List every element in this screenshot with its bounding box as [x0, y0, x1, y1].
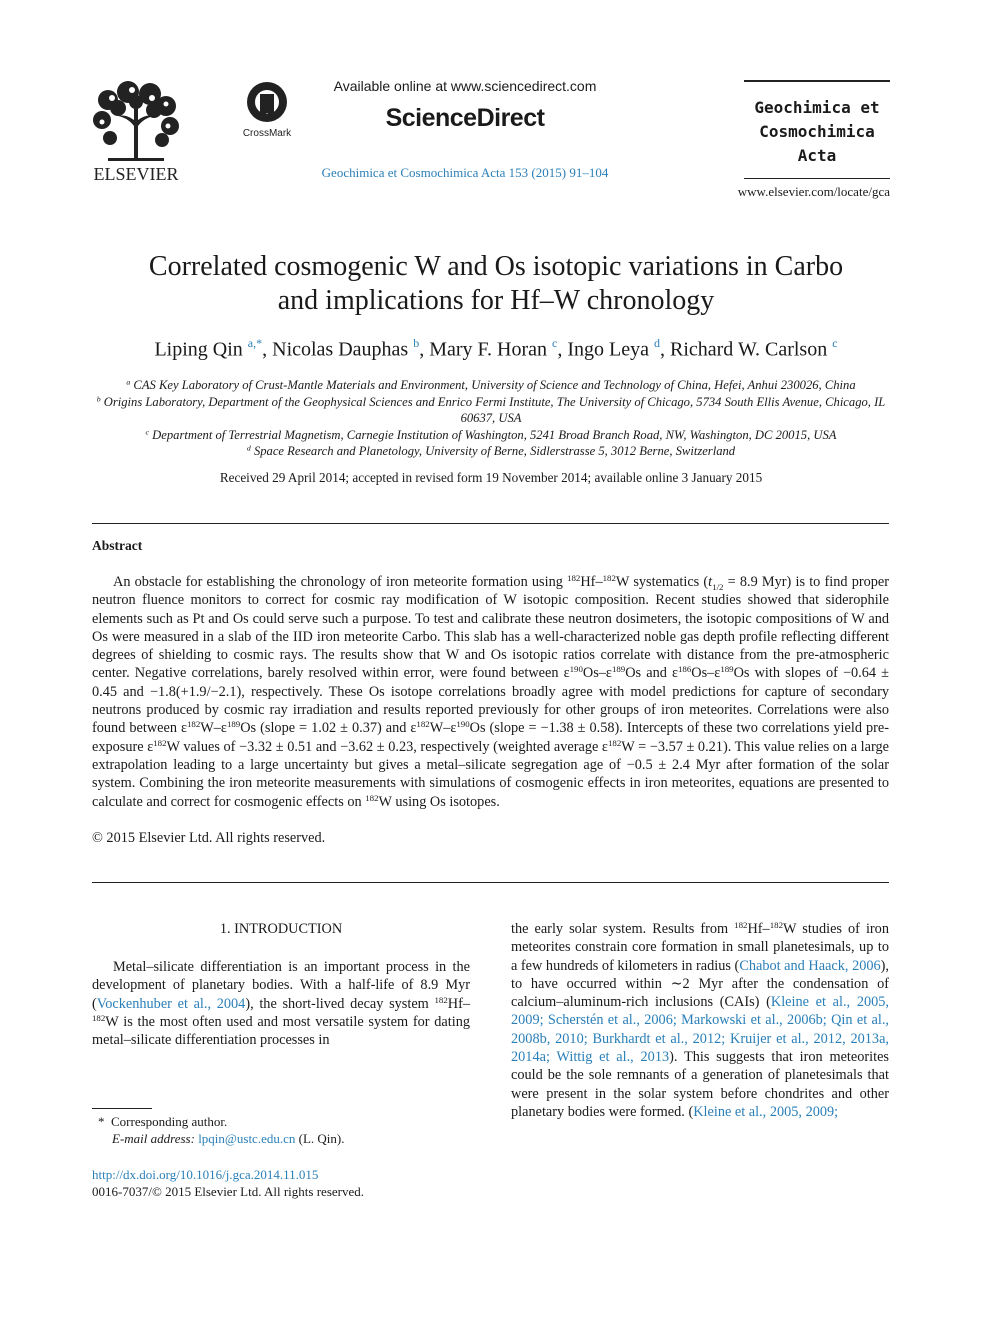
abstract-text: An obstacle for establishing the chronology of iron meteorite formation using $^{182}$Hf–$^{182}$W systematics ($t_{1/2} = 8.9$ Myr) is to find proper neutron fluence monitors to correct for cosmic ray modification of W isotopic composition. Recent studies showed that siderophile elements such as Pt and Os could serve such a purpose. To test and calibrate these neutron dosimeters, the isotopic compositions of W and Os were measured in a slab of the IID iron meteorite Carbo. This slab has a well-characterized noble gas depth profile reflecting different degrees of shielding to cosmic rays. The results show that W and Os isotopic ratios correlate with distance from the pre-atmospheric center. Negative correlations, barely resolved within error, were found between $\varepsilon^{190}Os-\varepsilon^{189}Os$ and $\varepsilon^{186}Os-\varepsilon^{189}Os$ with slopes of −0.64 ± 0.45 and −1.8(+1.9/−2.1), respectively. These Os isotope correlations broadly agree with model predictions for capture of secondary neutrons produced by cosmic ray irradiation and results reported previously for other groups of iron meteorites. Correlations were also found between $\varepsilon^{182}W-\varepsilon^{189}Os$ (slope = 1.02 ± 0.37) and $\varepsilon^{182}W-\varepsilon^{190}Os$ (slope = −1.38 ± 0.58). Intercepts of these two correlations yield pre-exposure $\varepsilon^{182}W$ values of −3.32 ± 0.51 and −3.62 ± 0.23, respectively (weighted average $\varepsilon^{182}W = -3.57 \pm 0.21$). This value relies on a large extrapolation leading to a large uncertainty but gives a metal–silicate segregation age of −0.5 ± 2.4 Myr after formation of the solar system. Combining the iron meteorite measurements with simulations of cosmogenic effects in iron meteorites, equations are presented to calculate and correct for cosmogenic effects on $^{182}$W using Os isotopes. [92, 573, 890, 810]
citation-link[interactable]: Vockenhuber et al., 2004 [96, 995, 246, 1012]
abstract-heading: Abstract [92, 538, 143, 553]
doi-link[interactable]: http://dx.doi.org/10.1016/j.gca.2014.11.015 [92, 1167, 319, 1182]
author-name[interactable]: Ingo Leya [567, 338, 649, 361]
article-dates: Received 29 April 2014; accepted in revised form 19 November 2014; available online 3 January 2015 [219, 470, 763, 485]
journal-url[interactable]: www.elsevier.com/locate/gca [737, 184, 890, 199]
body-column-left: Metal–silicate differentiation is an important process in the development of planetary bodies. With a half-life of 8.9 Myr (Vockenhuber et al., 2004), the short-lived decay system $^{182}$Hf–$^{182}$W is the most often used and most versatile system for dating metal–silicate differentiation processes in [92, 959, 470, 1049]
affiliation-a: $^a$ CAS Key Laboratory of Crust-Mantle Materials and Environment, University of Science and Technology of China, Hefei, Anhui 230026, China [126, 377, 856, 392]
journal-title: Geochimica et Cosmochimica Acta [754, 98, 880, 165]
elsevier-tree-logo [88, 78, 184, 184]
abstract-copyright: © 2015 Elsevier Ltd. All rights reserved. [92, 830, 326, 846]
citation-link[interactable]: Kleine et al., 2005, 2009; Scherstén et al., 2006; Markowski et al., 2006b; Qin et al., 2008b, 2010; Burkhardt et al., 2012; Kruijer et al., 2012, 2013a, 2014a; Wittig et al., 2013 [511, 994, 889, 1066]
author-name[interactable]: Liping Qin [154, 338, 243, 361]
author-affiliation-mark[interactable]: c [832, 336, 838, 350]
author-affiliation-mark[interactable]: d [654, 336, 660, 350]
author-affiliation-mark[interactable]: b [413, 336, 420, 350]
author-name[interactable]: Nicolas Dauphas [272, 338, 409, 361]
body-column-right: the early solar system. Results from $^{182}$Hf–$^{182}$W studies of iron meteorites constrain core formation in small planetesimals, up to a few hundreds of kilometers in radius (Chabot and Haack, 2006), to have occurred within ∼2 Myr after the condensation of calcium–aluminum-rich inclusions (CAIs) (Kleine et al., 2005, 2009; Scherstén et al., 2006; Markowski et al., 2006b; Qin et al., 2008b, 2010; Burkhardt et al., 2012; Kruijer et al., 2012, 2013a, 2014a; Wittig et al., 2013). This suggests that iron meteorites could be the sole remnants of a generation of planetesimals that were present in the solar system before chondrites and other planetary bodies were formed. (Kleine et al., 2005, 2009; [511, 920, 890, 1120]
citation-link[interactable]: Kleine et al., 2005, 2009; [693, 1103, 839, 1120]
divider [92, 523, 889, 524]
corresponding-author-note: * Corresponding author. [98, 1114, 228, 1129]
email-link[interactable]: lpqin@ustc.edu.cn [198, 1131, 296, 1146]
affiliation-c: $^c$ Department of Terrestrial Magnetism, Carnegie Institution of Washington, 5241 Broad Branch Road, NW, Washington, DC 20015, USA [145, 427, 837, 442]
author-list: Liping Qin $^{a,*}$, Nicolas Dauphas $^b$, Mary F. Horan $^c$, Ingo Leya $^d$, Richard W. Carlson $^c$ [154, 336, 838, 361]
svg-text:CrossMark: CrossMark [242, 128, 292, 139]
footnote-divider [92, 1108, 152, 1109]
author-name[interactable]: Mary F. Horan [429, 338, 548, 361]
section-heading: 1. INTRODUCTION [219, 921, 343, 937]
author-name[interactable]: Richard W. Carlson [670, 338, 828, 361]
affiliation-b: $^b$ Origins Laboratory, Department of the Geophysical Sciences and Enrico Fermi Institute, The University of Chicago, 5734 South Ellis Avenue, Chicago, IL 60637, USA [96, 394, 886, 425]
email-note: E-mail address: lpqin@ustc.edu.cn (L. Qin). [112, 1131, 345, 1146]
article-title: Correlated cosmogenic W and Os isotopic variations in Carbo and implications for Hf–W chronology [148, 251, 844, 316]
affiliation-d: $^d$ Space Research and Planetology, University of Berne, Sidlerstrasse 5, 3012 Berne, Switzerland [246, 443, 736, 458]
journal-title-box [744, 80, 890, 179]
citation-link[interactable]: Chabot and Haack, 2006 [739, 957, 881, 974]
journal-reference-link[interactable]: Geochimica et Cosmochimica Acta 153 (2015) 91–104 [321, 165, 609, 180]
divider [92, 882, 889, 883]
author-affiliation-mark[interactable]: c [552, 336, 558, 350]
affiliations [92, 377, 890, 460]
svg-text:ELSEVIER: ELSEVIER [93, 164, 179, 184]
sciencedirect-brand[interactable]: ScienceDirect [385, 104, 545, 132]
author-affiliation-mark[interactable]: a,* [247, 336, 263, 350]
crossmark-icon[interactable] [238, 80, 296, 140]
issn-copyright: 0016-7037/© 2015 Elsevier Ltd. All rights reserved. [92, 1184, 364, 1199]
available-online: Available online at www.sciencedirect.com [333, 78, 597, 94]
